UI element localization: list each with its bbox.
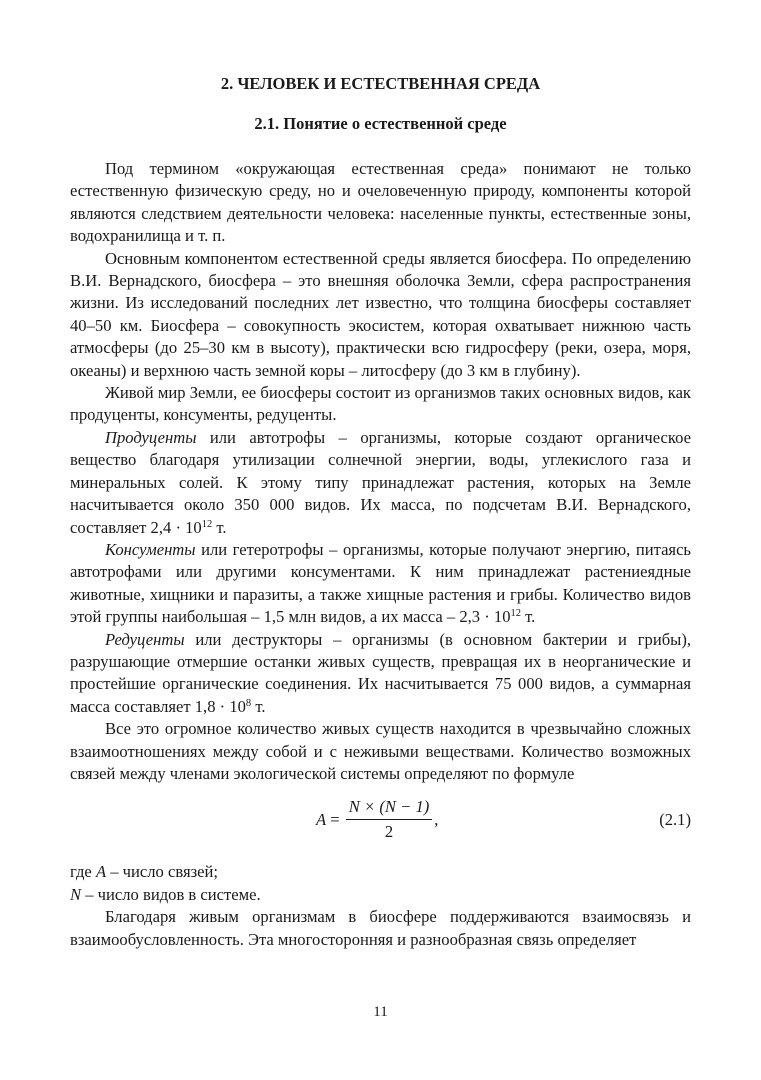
producers-exponent: 12: [201, 518, 213, 530]
formula-fraction: [346, 797, 432, 842]
term-reducers: Редуценты: [105, 629, 185, 649]
formula-number: (2.1): [659, 810, 691, 830]
formula-block: [70, 795, 691, 853]
chapter-title: 2. ЧЕЛОВЕК И ЕСТЕСТВЕННАЯ СРЕДА: [220, 74, 541, 93]
page-number: 11: [373, 1004, 388, 1020]
definition-n-text: – число видов в системе.: [81, 884, 261, 904]
paragraph-interconnection: Благодаря живым организмам в биосфере поддерживаются взаимосвязь и взаимообусловленность. Эта многосторонняя и разнообразная связь определяет: [70, 907, 691, 949]
consumers-text: или гетеротрофы – организмы, которые получают энергию, питаясь автотрофами или другими консументами. К ним принадлежат растениеядные животные, хищники и паразиты, а также хищные растения и грибы. Количество видов этой группы наибольшая – 1,5 млн видов, а их масса – 2,3 · 10: [70, 539, 691, 627]
formula-equals: =: [326, 809, 344, 829]
formula-denominator: 2: [384, 822, 394, 842]
term-consumers: Консументы: [105, 539, 196, 559]
body-text: [70, 158, 691, 951]
paragraph-producers: [70, 427, 691, 539]
consumers-end: т.: [521, 607, 536, 627]
producers-text: или автотрофы – организмы, которые создают органическое вещество благодаря утилизации солнечной энергии, воды, углекислого газа и минеральных солей. К этому типу принадлежат растения, которых на Земле насчитывается около 350 000 видов. Их масса, по подсчетам В.И. Вернадского, составляет 2,4 · 10: [70, 427, 691, 537]
reducers-end: т.: [251, 696, 266, 716]
definition-a: [70, 861, 691, 883]
section-title: 2.1. Понятие о естественной среде: [254, 114, 507, 133]
paragraph-consumers: [70, 539, 691, 629]
definition-a-text: – число связей;: [106, 862, 219, 882]
paragraph-environment-definition: Под термином «окружающая естественная среда» понимают не только естественную физическую среду, но и очеловеченную природу, компоненты которой являются следствием деятельности человека: населенные пункты, естественные зоны, водохранилища и т. п.: [70, 159, 691, 246]
definition-n: [70, 884, 691, 906]
formula-trailing-comma: ,: [434, 809, 439, 829]
producers-end: т.: [212, 517, 227, 537]
paragraph-living-world: Живой мир Земли, ее биосферы состоит из организмов таких основных видов, как продуценты, консументы, редуценты.: [70, 383, 691, 425]
paragraph-biosphere: Основным компонентом естественной среды является биосфера. По определению В.И. Вернадского, биосфера – это внешняя оболочка Земли, сфера распространения жизни. Из исследований последних лет известно, что толщина биосферы составляет 40–50 км. Биосфера – совокупность экосистем, которая охватывает нижнюю часть атмосферы (до 25–30 км в высоту), практически всю гидросферу (реки, озера, моря, океаны) и верхнюю часть земной коры – литосферу (до 3 км в глубину).: [70, 248, 691, 380]
paragraph-relationships: Все это огромное количество живых существ находится в чрезвычайно сложных взаимоотношениях между собой и с неживыми веществами. Количество возможных связей между членами экологической системы определяют по формуле: [70, 719, 691, 783]
consumers-exponent: 12: [510, 608, 522, 620]
reducers-exponent: 8: [245, 697, 252, 709]
definition-n-symbol: N: [70, 884, 82, 904]
formula-equation: [316, 797, 438, 842]
formula-numerator: N × (N − 1): [346, 797, 432, 820]
formula-lhs: A: [316, 809, 327, 829]
term-producers: Продуценты: [105, 427, 197, 447]
paragraph-reducers: [70, 629, 691, 719]
definition-a-symbol: A: [95, 862, 107, 882]
reducers-text: или деструкторы – организмы (в основном бактерии и грибы), разрушающие отмершие останки живых существ, превращая их в неорганические и простейшие органические соединения. Их насчитывается 75 000 видов, а суммарная масса составляет 1,8 · 10: [70, 629, 691, 716]
definition-prefix: где: [70, 862, 96, 882]
